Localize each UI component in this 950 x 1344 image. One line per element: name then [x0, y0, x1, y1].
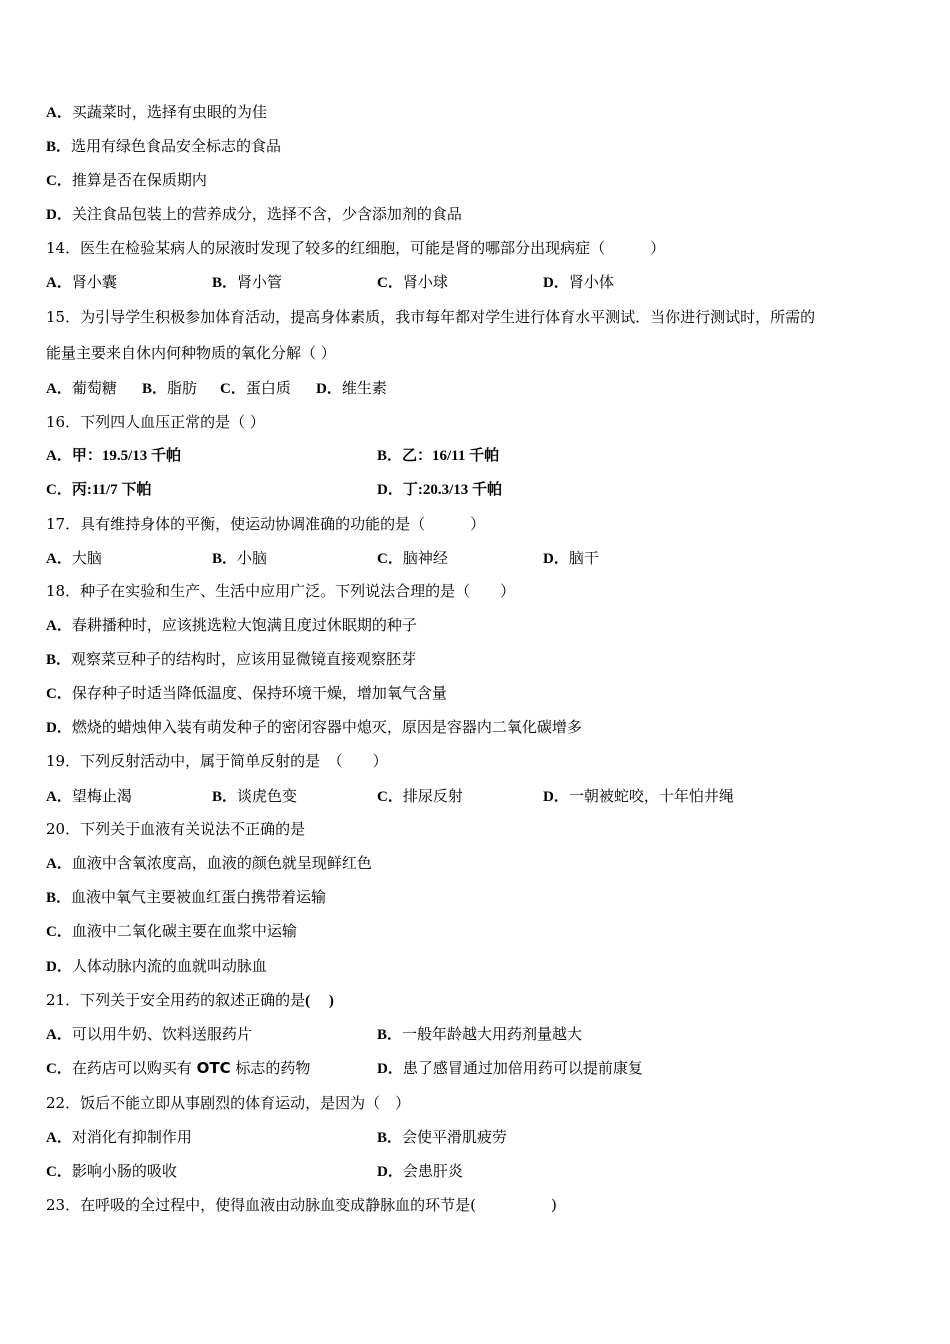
option-label: B． [212, 551, 238, 567]
option-label: C． [46, 173, 72, 189]
q15-stem-line1: 15．为引导学生积极参加体育活动，提高身体素质，我市每年都对学生进行体育水平测试．当你进行测试时，所需的 [46, 308, 816, 326]
option-text-suffix: 标志的药物 [230, 1059, 311, 1077]
option-text: 会患肝炎 [402, 1162, 463, 1180]
option-text: 大脑 [71, 549, 102, 567]
option-label: A． [46, 1130, 72, 1146]
stem-text: 21．下列关于安全用药的叙述正确的是 [46, 991, 306, 1009]
otc-mark: OTC [196, 1059, 231, 1077]
q14-option-d [543, 272, 614, 293]
option-text: 脑神经 [402, 549, 448, 567]
option-label: B． [212, 789, 238, 805]
q17-option-a [46, 548, 102, 569]
option-text: 一朝被蛇咬，十年怕井绳 [568, 787, 734, 805]
option-text: 肾小管 [237, 273, 283, 291]
q20-option-b [46, 887, 326, 908]
option-label: A． [46, 381, 72, 397]
option-text: 人体动脉内流的血就叫动脉血 [71, 957, 267, 975]
q15-option-c [220, 378, 291, 399]
option-text: 春耕播种时，应该挑选粒大饱满且度过休眠期的种子 [71, 616, 417, 634]
option-text: 小脑 [237, 549, 268, 567]
option-text: 在药店可以购买有 [71, 1059, 197, 1077]
option-label: B． [46, 652, 72, 668]
option-label: C． [46, 686, 72, 702]
option-label: D． [377, 1164, 403, 1180]
q15-option-b [142, 378, 197, 399]
q21-option-c [46, 1058, 310, 1079]
option-label: D． [543, 275, 569, 291]
q14-option-b [212, 272, 282, 293]
option-label: B． [377, 448, 403, 464]
q13-option-a [46, 102, 267, 123]
option-text: 观察菜豆种子的结构时，应该用显微镜直接观察胚芽 [71, 650, 417, 668]
option-label: B． [377, 1130, 403, 1146]
q20-option-a [46, 853, 372, 874]
option-label: A． [46, 105, 72, 121]
q22-option-b [377, 1127, 507, 1148]
q22-option-d [377, 1161, 463, 1182]
q22-stem: 22．饭后不能立即从事剧烈的体育运动，是因为（ ） [46, 1094, 411, 1112]
option-text: 脂肪 [167, 379, 198, 397]
option-text: 选用有绿色食品安全标志的食品 [71, 137, 282, 155]
option-label: A． [46, 618, 72, 634]
q17-stem: 17．具有维持身体的平衡，使运动协调准确的功能的是（ ） [46, 515, 486, 533]
q23-stem: 23．在呼吸的全过程中，使得血液由动脉血变成静脉血的环节是( ) [46, 1196, 557, 1214]
option-text: 推算是否在保质期内 [71, 171, 207, 189]
option-text: 对消化有抑制作用 [71, 1128, 192, 1146]
q16-option-a [46, 446, 181, 466]
option-text: 甲：19.5/13 千帕 [71, 448, 182, 464]
q13-option-d [46, 204, 462, 225]
q20-stem: 20．下列关于血液有关说法不正确的是 [46, 820, 306, 838]
option-text: 维生素 [341, 379, 387, 397]
q16-option-c [46, 480, 151, 500]
q19-stem: 19．下列反射活动中，属于简单反射的是 （ ） [46, 752, 388, 770]
option-label: D． [377, 482, 403, 498]
option-text: 乙：16/11 千帕 [402, 448, 500, 464]
option-text: 排尿反射 [402, 787, 463, 805]
option-label: C． [220, 381, 246, 397]
q15-option-d [316, 378, 387, 399]
q20-option-c [46, 921, 297, 942]
option-label: B． [46, 139, 72, 155]
option-label: A． [46, 856, 72, 872]
q21-option-a [46, 1024, 252, 1045]
q19-option-d [543, 786, 734, 807]
q19-option-a [46, 786, 132, 807]
option-label: C． [377, 551, 403, 567]
q14-option-a [46, 272, 117, 293]
option-label: D． [543, 789, 569, 805]
q19-option-c [377, 786, 463, 807]
option-label: B． [46, 890, 72, 906]
option-text: 燃烧的蜡烛伸入装有萌发种子的密闭容器中熄灭，原因是容器内二氧化碳增多 [71, 718, 582, 736]
option-label: C． [377, 275, 403, 291]
option-label: A． [46, 1027, 72, 1043]
option-label: C． [46, 924, 72, 940]
option-label: A． [46, 448, 72, 464]
option-text: 血液中二氧化碳主要在血浆中运输 [71, 922, 297, 940]
q17-option-c [377, 548, 448, 569]
q21-option-d [377, 1058, 643, 1079]
q22-option-a [46, 1127, 192, 1148]
q17-option-b [212, 548, 267, 569]
option-label: D． [316, 381, 342, 397]
q16-option-b [377, 446, 499, 466]
q15-stem-line2: 能量主要来自休内何种物质的氧化分解（ ） [46, 344, 336, 362]
option-label: C． [46, 1061, 72, 1077]
q16-option-d [377, 480, 502, 500]
option-label: D． [543, 551, 569, 567]
q17-option-d [543, 548, 599, 569]
option-label: C． [46, 482, 72, 498]
q13-option-b [46, 136, 281, 157]
option-text: 保存种子时适当降低温度、保持环境干燥，增加氧气含量 [71, 684, 447, 702]
q16-stem: 16．下列四人血压正常的是（ ） [46, 413, 265, 431]
q18-option-c [46, 683, 447, 704]
option-label: A． [46, 551, 72, 567]
option-text: 肾小球 [402, 273, 448, 291]
option-text: 谈虎色变 [237, 787, 298, 805]
option-text: 脑干 [568, 549, 599, 567]
q20-option-d [46, 956, 267, 977]
q13-option-c [46, 170, 207, 191]
option-label: B． [377, 1027, 403, 1043]
option-text: 血液中氧气主要被血红蛋白携带着运输 [71, 888, 327, 906]
q14-option-c [377, 272, 448, 293]
option-text: 蛋白质 [245, 379, 291, 397]
option-label: D． [46, 720, 72, 736]
option-label: B． [212, 275, 238, 291]
q19-option-b [212, 786, 297, 807]
option-text: 关注食品包装上的营养成分，选择不含，少含添加剂的食品 [71, 205, 462, 223]
option-text: 患了感冒通过加倍用药可以提前康复 [402, 1059, 643, 1077]
q15-option-a [46, 378, 117, 399]
option-text: 一般年龄越大用药剂量越大 [402, 1025, 583, 1043]
q21-option-b [377, 1024, 582, 1045]
option-text: 可以用牛奶、饮料送服药片 [71, 1025, 252, 1043]
q18-option-d [46, 717, 582, 738]
option-text: 葡萄糖 [71, 379, 117, 397]
option-label: A． [46, 275, 72, 291]
option-text: 买蔬菜时，选择有虫眼的为佳 [71, 103, 267, 121]
option-text: 丁:20.3/13 千帕 [402, 482, 503, 498]
q18-option-b [46, 649, 416, 670]
option-text: 望梅止渴 [71, 787, 132, 805]
option-label: D． [46, 959, 72, 975]
option-text: 肾小体 [568, 273, 614, 291]
q18-option-a [46, 615, 417, 636]
q21-stem [46, 990, 334, 1011]
option-text: 血液中含氧浓度高，血液的颜色就呈现鲜红色 [71, 854, 372, 872]
option-label: C． [46, 1164, 72, 1180]
option-label: C． [377, 789, 403, 805]
option-label: D． [46, 207, 72, 223]
q14-stem: 14．医生在检验某病人的尿液时发现了较多的红细胞，可能是肾的哪部分出现病症（ ） [46, 239, 666, 257]
option-text: 肾小囊 [71, 273, 117, 291]
q22-option-c [46, 1161, 177, 1182]
answer-paren: ( ) [305, 993, 334, 1009]
q18-stem: 18．种子在实验和生产、生活中应用广泛。下列说法合理的是（ ） [46, 582, 516, 600]
option-label: A． [46, 789, 72, 805]
option-text: 影响小肠的吸收 [71, 1162, 177, 1180]
option-text: 丙:11/7 下帕 [71, 482, 152, 498]
option-label: D． [377, 1061, 403, 1077]
option-text: 会使平滑肌疲劳 [402, 1128, 508, 1146]
option-label: B． [142, 381, 168, 397]
